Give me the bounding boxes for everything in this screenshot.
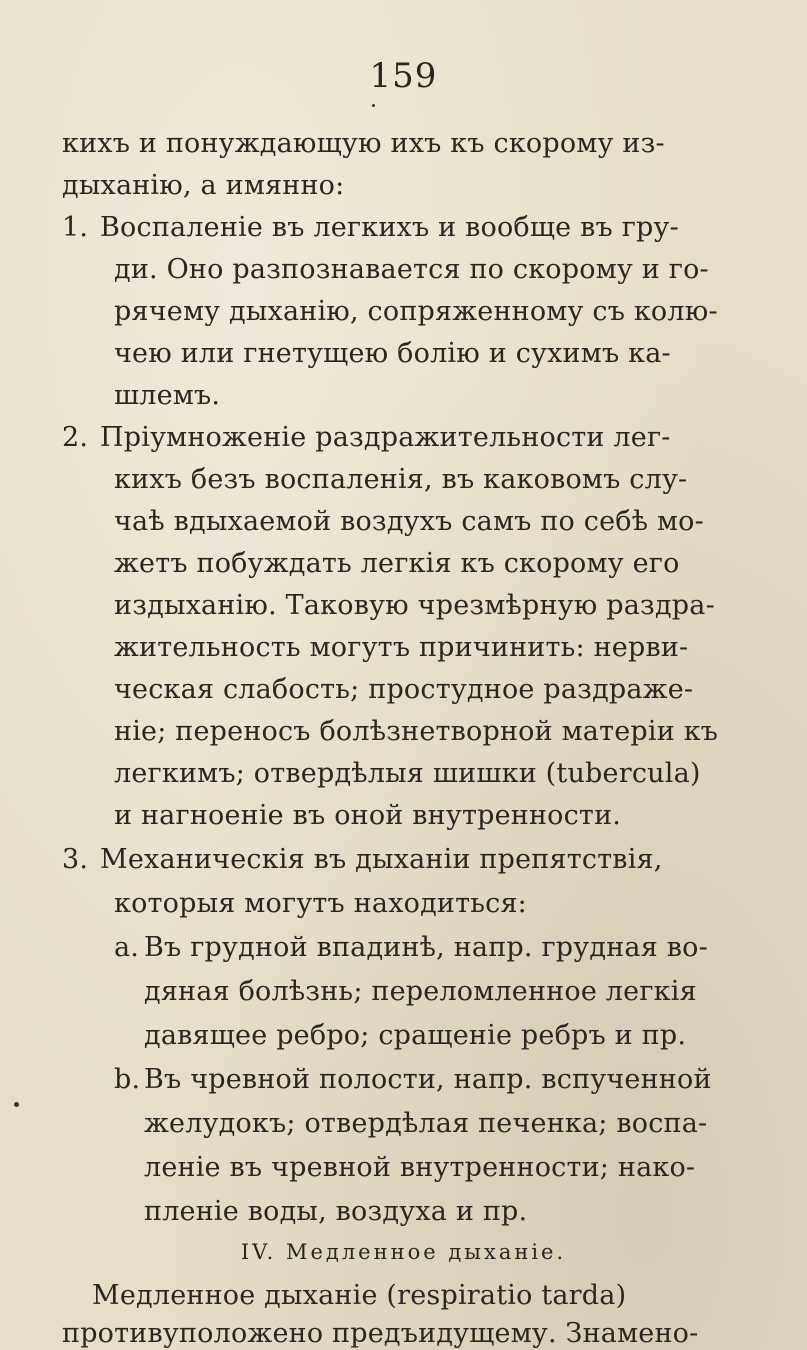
text-line: пленіе воды, воздуха и пр. xyxy=(144,1196,528,1227)
text-line: жительность могутъ причинить: нерви- xyxy=(114,632,689,663)
sub-item-a: a. Въ грудной впадинѣ, напр. грудная во- xyxy=(114,932,708,963)
sub-item-b: b. Въ чревной полости, напр. вспученной xyxy=(114,1064,712,1095)
text-line: шлемъ. xyxy=(114,380,221,411)
text-line: чаѣ вдыхаемой воздухъ самъ по себѣ мо- xyxy=(114,506,704,537)
text-line: кихъ и понуждающую ихъ къ скорому из- xyxy=(62,128,665,159)
text-line: ніе; переносъ болѣзнетворной матеріи къ xyxy=(114,716,719,747)
text-line: дыханію, а имянно: xyxy=(62,170,345,201)
text-line: Медленное дыханіе (respiratio tarda) xyxy=(92,1280,627,1311)
page-number: 159 xyxy=(369,56,438,96)
text-line: издыханію. Таковую чрезмѣрную раздра- xyxy=(114,590,715,621)
text-line: которыя могутъ находиться: xyxy=(114,888,527,919)
sub-item-letter: b. xyxy=(114,1064,141,1095)
text-line: рячему дыханію, сопряженному съ колю- xyxy=(114,296,718,327)
text-line: кихъ безъ воспаленія, въ каковомъ слу- xyxy=(114,464,688,495)
item-number: 2. xyxy=(62,422,89,453)
text-line: легкимъ; отвердѣлыя шишки (tubercula) xyxy=(114,758,701,789)
text-line: давящее ребро; сращеніе ребръ и пр. xyxy=(144,1020,687,1051)
item-number: 1. xyxy=(62,212,89,243)
sub-item-letter: a. xyxy=(114,932,140,963)
text-line: противуположено предъидущему. Знамено- xyxy=(62,1318,699,1349)
text-line: леніе въ чревной внутренности; нако- xyxy=(144,1152,696,1183)
section-heading: IV. Медленное дыханіе. xyxy=(240,1240,567,1264)
text-line: желудокъ; отвердѣлая печенка; воспа- xyxy=(144,1108,708,1139)
list-item-2: 2. Пріумноженіе раздражительности лег- xyxy=(62,422,671,453)
item-number: 3. xyxy=(62,844,89,875)
text-line: жетъ побуждать легкія къ скорому его xyxy=(114,548,680,579)
ink-speck xyxy=(372,104,375,107)
text-line: ди. Оно разпознавается по скорому и го- xyxy=(114,254,709,285)
list-item-3: 3. Механическія въ дыханіи препятствія, xyxy=(62,844,663,875)
text-line: и нагноеніе въ оной внутренности. xyxy=(114,800,622,831)
list-item-1: 1. Воспаленіе въ легкихъ и вообще въ гру- xyxy=(62,212,679,243)
text-line: дяная болѣзнь; переломленное легкія xyxy=(144,976,697,1007)
text-line: ческая слабость; простудное раздраже- xyxy=(114,674,694,705)
text-line: чею или гнетущею болію и сухимъ ка- xyxy=(114,338,671,369)
ink-speck xyxy=(14,1102,19,1107)
